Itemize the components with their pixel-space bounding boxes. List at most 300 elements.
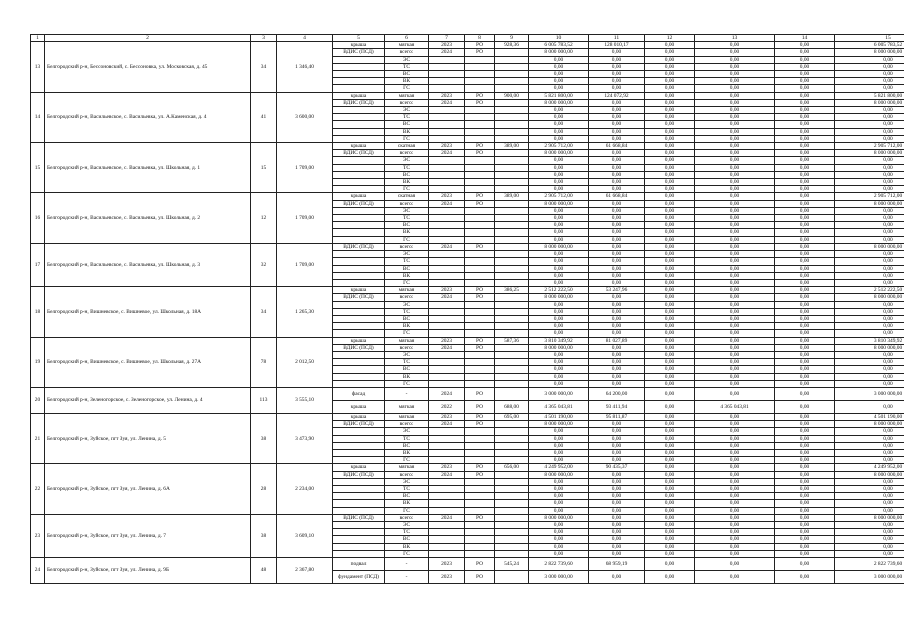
table-cell: 0,00 [645,287,695,294]
table-cell: ТС [385,435,429,442]
table-cell [333,529,385,536]
table-cell: 0,00 [645,135,695,142]
table-cell: 0,00 [775,63,835,70]
table-cell: 0,00 [589,315,645,322]
table-cell: 2024 [429,200,465,207]
table-cell: РО [465,42,495,49]
table-cell: 0,00 [529,272,589,279]
table-cell: 124 072,92 [589,92,645,99]
table-cell: 0,00 [645,236,695,243]
table-cell [429,359,465,366]
table-cell: 81 027,89 [589,337,645,344]
table-cell: 53 247,96 [589,287,645,294]
table-cell: 8 000 000,00 [835,99,904,106]
table-cell: 0,00 [835,164,904,171]
table-cell [429,330,465,337]
table-cell [465,543,495,550]
table-cell: ЭС [385,56,429,63]
table-cell: ГС [385,380,429,387]
table-cell: 2023 [429,92,465,99]
table-cell [495,507,529,514]
table-cell [495,78,529,85]
object-number: 20 [31,387,45,413]
table-cell: 0,00 [775,359,835,366]
table-cell: 0,00 [645,49,695,56]
table-cell: 0,00 [589,71,645,78]
table-cell: 0,00 [835,478,904,485]
table-cell [429,258,465,265]
table-cell: 4 249 952,00 [529,464,589,471]
table-cell: 0,00 [835,215,904,222]
table-cell: 0,00 [645,308,695,315]
table-cell: ЭС [385,207,429,214]
table-cell: 2024 [429,344,465,351]
table-cell: 0,00 [529,507,589,514]
table-cell: 0,00 [589,258,645,265]
table-cell: 0,00 [835,279,904,286]
table-cell: 0,00 [645,435,695,442]
table-cell [465,373,495,380]
table-cell [495,522,529,529]
table-cell: ВДИС (ПСД) [333,421,385,428]
table-cell: 0,00 [775,400,835,413]
table-cell: 2024 [429,243,465,250]
table-cell [333,157,385,164]
table-cell: 0,00 [835,186,904,193]
table-cell: 0,00 [775,279,835,286]
table-cell: 0,00 [695,421,775,428]
table-cell [429,500,465,507]
table-cell [495,485,529,492]
table-cell [495,366,529,373]
table-cell: всего: [385,243,429,250]
table-cell: мягкая [385,464,429,471]
table-cell: 2023 [429,464,465,471]
table-cell: 0,00 [645,337,695,344]
table-cell: ВДИС (ПСД) [333,99,385,106]
column-number-row [31,35,904,42]
table-cell: 0,00 [695,571,775,584]
table-cell: 8 000 000,00 [835,243,904,250]
table-cell: мягкая [385,42,429,49]
table-cell [495,229,529,236]
table-cell: 0,00 [645,179,695,186]
object-area: 3 555,10 [277,387,333,413]
table-cell: 0,00 [645,543,695,550]
table-cell: 0,00 [645,143,695,150]
table-cell: РО [465,344,495,351]
table-cell: РО [465,200,495,207]
table-cell: 0,00 [529,301,589,308]
table-cell [429,373,465,380]
table-cell: 0,00 [645,294,695,301]
table-cell [465,114,495,121]
table-cell: 4 365 043,81 [695,400,775,413]
table-cell: 0,00 [645,330,695,337]
table-cell: 0,00 [695,107,775,114]
table-cell: 8 000 000,00 [529,243,589,250]
table-cell [465,215,495,222]
table-cell: 0,00 [589,330,645,337]
table-cell [333,457,385,464]
table-cell: ЭС [385,107,429,114]
table-cell: 0,00 [835,485,904,492]
object-number: 19 [31,337,45,387]
table-cell [465,135,495,142]
table-cell: 0,00 [775,351,835,358]
table-cell: ТС [385,485,429,492]
table-cell: 0,00 [775,330,835,337]
object-column-3: 41 [251,92,277,142]
column-number-cell: 15 [835,35,904,42]
table-cell: ВК [385,179,429,186]
table-cell: ТС [385,215,429,222]
table-cell [429,236,465,243]
table-cell: 0,00 [835,107,904,114]
table-cell: 0,00 [589,222,645,229]
table-cell: 0,00 [529,550,589,557]
document-sheet [30,34,903,584]
table-cell [495,207,529,214]
table-cell: крыша [333,92,385,99]
table-cell: РО [465,287,495,294]
table-cell: 0,00 [775,428,835,435]
table-cell: ТС [385,359,429,366]
table-cell: 0,00 [589,571,645,584]
table-cell: 128 010,17 [589,42,645,49]
table-cell: 0,00 [645,464,695,471]
object-number: 22 [31,464,45,514]
table-cell: 0,00 [835,457,904,464]
table-cell: 0,00 [695,207,775,214]
table-cell [465,330,495,337]
table-cell: 0,00 [835,157,904,164]
table-cell: 0,00 [529,229,589,236]
table-cell: ВК [385,323,429,330]
table-cell [465,272,495,279]
table-cell: 0,00 [775,222,835,229]
table-cell: 0,00 [775,236,835,243]
table-cell [495,550,529,557]
object-number: 23 [31,514,45,557]
table-cell: 0,00 [835,207,904,214]
table-cell: 587,36 [495,337,529,344]
table-cell [429,507,465,514]
table-cell: 2 905 712,00 [835,143,904,150]
table-cell [333,128,385,135]
table-cell: ВДИС (ПСД) [333,150,385,157]
table-cell: 0,00 [695,251,775,258]
table-cell: 928,36 [495,42,529,49]
table-cell: 2 822 739,60 [835,558,904,571]
object-column-3: 28 [251,464,277,514]
table-cell: 0,00 [645,186,695,193]
table-cell [495,251,529,258]
table-cell: 0,00 [589,207,645,214]
table-cell [429,493,465,500]
table-cell: 0,00 [529,121,589,128]
table-cell: 0,00 [775,215,835,222]
table-cell: - [385,558,429,571]
column-number-cell: 14 [775,35,835,42]
table-cell [429,478,465,485]
table-cell: 0,00 [775,550,835,557]
table-cell: РО [465,471,495,478]
table-cell: 0,00 [695,150,775,157]
object-area: 3 600,00 [277,92,333,142]
table-cell [333,301,385,308]
table-cell: ЭС [385,351,429,358]
table-cell: 0,00 [645,514,695,521]
table-cell [333,536,385,543]
table-row [31,464,904,471]
table-cell: 3 000 000,00 [835,387,904,400]
table-cell: 0,00 [529,85,589,92]
table-cell: 0,00 [529,442,589,449]
table-cell [429,186,465,193]
table-cell: 0,00 [695,471,775,478]
table-cell: 0,00 [835,543,904,550]
table-cell: 0,00 [645,78,695,85]
table-cell [495,71,529,78]
table-cell: 0,00 [775,323,835,330]
table-cell [333,85,385,92]
table-cell: 2023 [429,143,465,150]
table-cell: ГС [385,550,429,557]
table-cell [333,507,385,514]
table-cell: 0,00 [589,536,645,543]
object-number: 13 [31,42,45,92]
object-address: Белгородский р-н, Зуйское, пгт Зуя, ул. Ленина, д. 9Б [45,558,251,584]
table-cell: 0,00 [695,193,775,200]
table-cell [495,387,529,400]
table-cell: 0,00 [695,550,775,557]
table-cell [333,366,385,373]
table-cell [495,301,529,308]
table-cell: мягкая [385,400,429,413]
object-area: 2 012,50 [277,337,333,387]
table-cell: 0,00 [695,121,775,128]
table-cell: 0,00 [589,49,645,56]
table-cell [465,56,495,63]
table-cell [495,449,529,456]
table-cell: 0,00 [695,387,775,400]
table-cell: 4 501 190,00 [835,413,904,420]
object-number: 15 [31,143,45,193]
table-cell: 0,00 [835,222,904,229]
table-cell [429,135,465,142]
table-cell [333,265,385,272]
column-number-cell: 6 [385,35,429,42]
table-cell [495,571,529,584]
table-cell: 0,00 [589,279,645,286]
table-cell: 0,00 [589,171,645,178]
table-cell: 0,00 [645,279,695,286]
table-cell: 8 000 000,00 [529,150,589,157]
table-cell: 0,00 [835,135,904,142]
table-cell [333,550,385,557]
table-cell: 0,00 [775,92,835,99]
table-cell [333,272,385,279]
object-area: 3 609,10 [277,514,333,557]
table-cell: 3 000 000,00 [529,571,589,584]
table-cell [495,493,529,500]
table-cell: ТС [385,114,429,121]
table-cell: всего: [385,99,429,106]
table-cell: 0,00 [775,164,835,171]
table-cell: 0,00 [775,387,835,400]
table-cell: 0,00 [775,200,835,207]
table-cell: подвал [333,558,385,571]
object-address: Белгородский р-н, Бессоновский, с. Бессоновка, ул. Московская, д. 45 [45,42,251,92]
table-row [31,287,904,294]
table-cell: 0,00 [835,258,904,265]
table-cell: 0,00 [775,251,835,258]
table-cell: 2 905 712,00 [835,193,904,200]
table-cell: 0,00 [695,308,775,315]
table-cell: 0,00 [775,143,835,150]
table-cell: 0,00 [589,351,645,358]
table-cell: фундамент (ПСД) [333,571,385,584]
table-cell: 0,00 [589,135,645,142]
table-cell: всего: [385,49,429,56]
table-cell: ВК [385,78,429,85]
table-cell [465,380,495,387]
table-cell: 0,00 [529,493,589,500]
table-cell: 8 000 000,00 [529,421,589,428]
table-cell: крыша [333,193,385,200]
column-number-cell: 5 [333,35,385,42]
table-cell: РО [465,337,495,344]
table-cell [429,164,465,171]
table-cell: 0,00 [589,308,645,315]
object-address: Белгородский р-н, Зуйское, пгт Зуя, ул. Ленина, д. 5 [45,413,251,463]
object-area: 3 473,90 [277,413,333,463]
table-cell: 0,00 [589,200,645,207]
table-cell: 2024 [429,99,465,106]
table-cell: 0,00 [695,49,775,56]
table-cell: 0,00 [529,171,589,178]
table-cell [333,485,385,492]
table-cell: 0,00 [835,251,904,258]
table-cell: ГС [385,457,429,464]
table-cell: 0,00 [695,265,775,272]
table-cell [429,229,465,236]
table-cell: 0,00 [775,522,835,529]
table-cell: 0,00 [645,478,695,485]
table-cell: 0,00 [645,265,695,272]
object-number: 24 [31,558,45,584]
table-cell [465,522,495,529]
table-cell: 0,00 [529,179,589,186]
table-cell: мягкая [385,413,429,420]
table-cell: 93 411,94 [589,400,645,413]
table-cell: всего: [385,514,429,521]
table-cell [495,294,529,301]
table-cell [495,128,529,135]
object-area: 1 265,30 [277,287,333,337]
table-cell: 2 512 222,50 [835,287,904,294]
table-cell: 0,00 [775,464,835,471]
table-cell: 2024 [429,514,465,521]
table-cell [333,135,385,142]
table-cell: 0,00 [695,114,775,121]
table-cell [333,522,385,529]
table-cell: 0,00 [695,85,775,92]
table-cell [333,500,385,507]
table-cell: 0,00 [695,186,775,193]
table-cell: 0,00 [589,421,645,428]
table-cell [333,279,385,286]
table-cell [465,222,495,229]
column-number-cell: 1 [31,35,45,42]
object-column-3: 78 [251,337,277,387]
table-cell: 0,00 [529,359,589,366]
table-cell: 68 959,19 [589,558,645,571]
table-cell [465,265,495,272]
table-cell [465,121,495,128]
table-cell: фасад [333,387,385,400]
table-cell: ВС [385,222,429,229]
table-cell: 0,00 [645,251,695,258]
table-cell: 0,00 [775,78,835,85]
table-cell: 0,00 [835,272,904,279]
table-cell: 0,00 [589,236,645,243]
table-cell: ЭС [385,157,429,164]
table-cell: 0,00 [645,529,695,536]
table-cell: 0,00 [589,380,645,387]
table-cell: 0,00 [645,366,695,373]
table-cell: 2023 [429,42,465,49]
table-cell: 900,00 [495,92,529,99]
table-cell [495,428,529,435]
table-cell: 0,00 [645,344,695,351]
table-cell: 0,00 [529,435,589,442]
table-cell: 0,00 [835,400,904,413]
table-cell: 0,00 [835,128,904,135]
table-cell [465,107,495,114]
table-cell: 0,00 [645,222,695,229]
table-cell: мягкая [385,287,429,294]
table-cell: 0,00 [645,493,695,500]
table-row [31,387,904,400]
table-cell: 0,00 [695,366,775,373]
table-cell [429,449,465,456]
table-cell: 0,00 [835,351,904,358]
table-cell: 0,00 [695,272,775,279]
table-cell: всего: [385,344,429,351]
table-cell: 8 000 000,00 [529,99,589,106]
table-cell [429,315,465,322]
table-cell [495,435,529,442]
table-cell [429,323,465,330]
table-cell: 0,00 [775,308,835,315]
table-cell [495,500,529,507]
table-cell: ВДИС (ПСД) [333,200,385,207]
table-cell: 2 512 222,50 [529,287,589,294]
table-cell: 0,00 [589,114,645,121]
table-cell: 0,00 [645,421,695,428]
table-cell: РО [465,143,495,150]
table-cell: 0,00 [835,428,904,435]
object-number: 17 [31,243,45,286]
table-cell: 0,00 [589,229,645,236]
table-cell [333,308,385,315]
table-cell [429,251,465,258]
table-cell: ЭС [385,522,429,529]
table-cell [465,478,495,485]
table-cell: 389,00 [495,193,529,200]
